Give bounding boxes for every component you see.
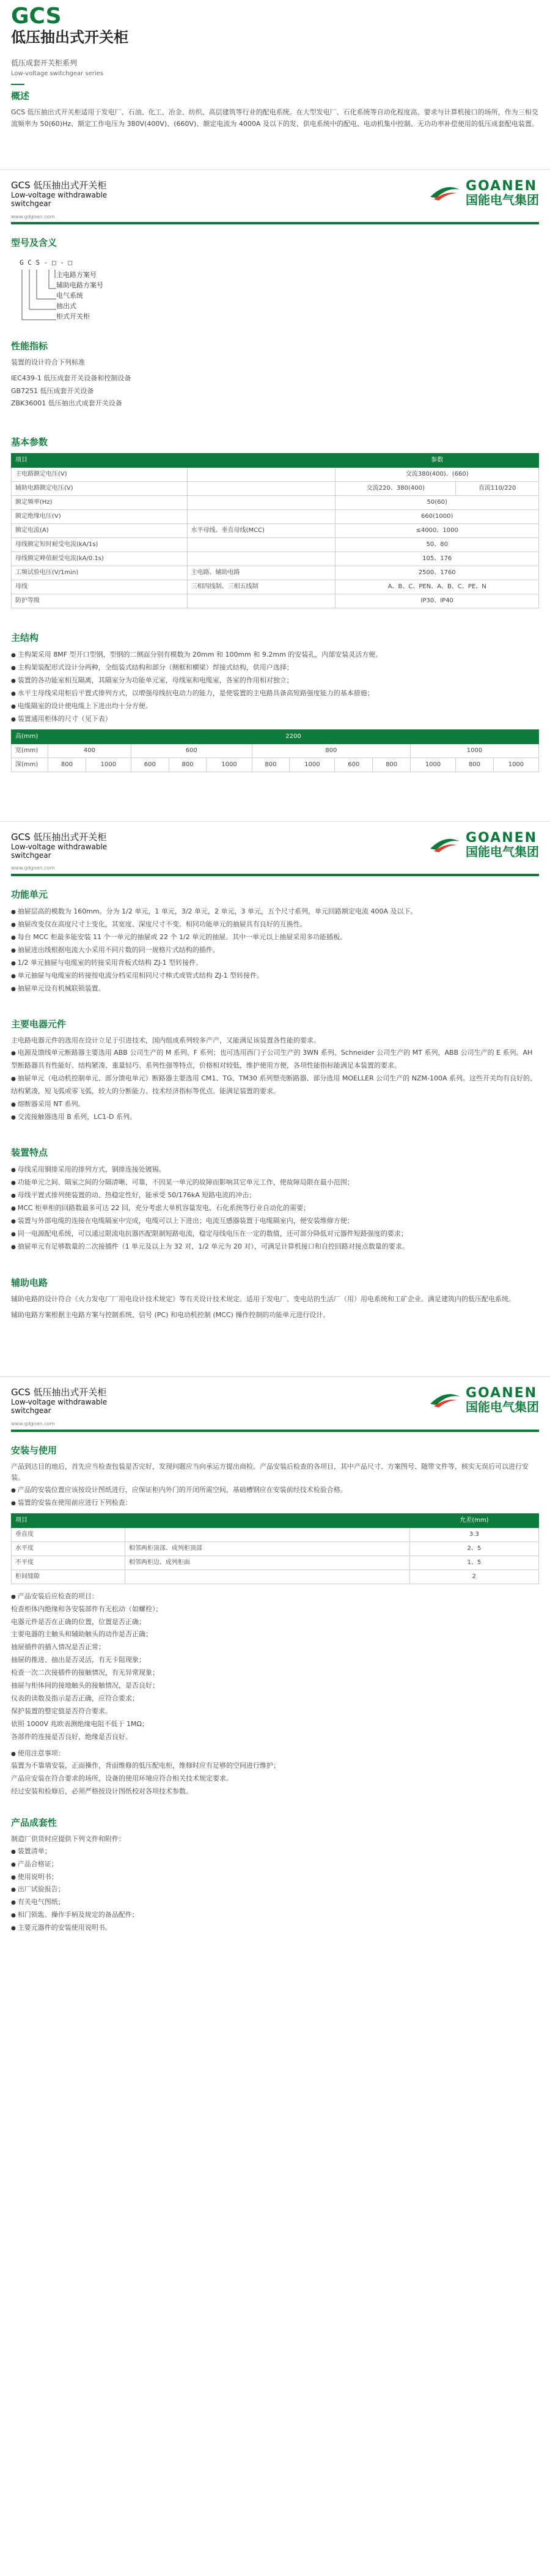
list-item: ● 电源及馈线单元断路器主要选用 ABB 公司生产的 M 系列、F 系列；也可选用西门子公司生产的 3WN 系列、Schneider 公司生产的 MT 系列，ABB 公司生产的 E 系列。AH 型断路器具有性能好、结构紧凑、重量轻巧、系列性强等特点，价格相对较低，维护使用方便，各项性能指标能满足本装置的要求。 [11, 1047, 539, 1072]
list-item: ● 抽屉层高的模数为 160mm。分为 1/2 单元，1 单元，3/2 单元，2 单元，3 单元，五个尺寸系列，单元回路额定电流 400A 及以下。 [11, 906, 539, 918]
model-item: 主电路方案号 [56, 270, 97, 279]
page-banner [0, 169, 550, 213]
table-row: 母线 三相四线制、三相五线制 A、B、C、PEN、A、B、C、PE、N [12, 580, 539, 594]
logo-en: GOANEN [466, 178, 538, 194]
list-item: ● 母线采用铜排采用的排列方式，铜排连接处镀锡。 [11, 1164, 539, 1176]
aux-text-2: 辅助电路方案根据主电路方案与控制系统、信号 (PC) 和电动机控制 (MCC) 操作控制的功能单元进行设计。 [11, 1311, 330, 1319]
table-row: 垂直度 3.3 [12, 1527, 539, 1541]
components-heading: 主要电器元件 [11, 1019, 67, 1030]
banner-title: GCS 低压抽出式开关柜 [11, 179, 107, 191]
params-heading: 基本参数 [11, 437, 48, 448]
completeness-heading: 产品成套性 [11, 1817, 57, 1829]
divider [11, 84, 24, 85]
table-row: 辅助电路额定电压(V) 交流220、380(400) 直流110/220 [12, 482, 539, 496]
list-item: ● 每台 MCC 柜最多能安装 11 个一单元的抽屉或 22 个 1/2 单元的抽屉。其中一单元以上抽屉采用多功能插板。 [11, 931, 539, 944]
header [0, 0, 550, 130]
list-item: ● 抽屉单元有足够数量的二次接插件（1 单元及以上为 32 对，1/2 单元为 20 对），可满足计算机接口和自控回路对接点数量的要求。 [11, 1241, 539, 1253]
overview-text: GCS 低压抽出式开关柜适用于发电厂、石油、化工、冶金、纺织、高层建筑等行业的配电系统。在大型发电厂、石化系统等自动化程度高、要求与计算机接口的场所，作为三相交流频率为 50(60)Hz、额定工作电压为 380V(400V)、(660V)、额定电流为 4000A 及以下的发、供电系统中的配电、电动机集中控制、无功功率补偿使用的低压成套配电装置。 [11, 108, 538, 128]
list-item: ● 水平主母线采用柜后平置式排列方式，以增强母线抗电动力的能力，是使装置的主电路具备高短路强度能力的基本措施； [11, 687, 539, 700]
features-heading: 装置特点 [11, 1147, 48, 1159]
series-cn: 低压成套开关柜系列 [11, 59, 78, 68]
company-logo: GOANEN 国能电气集团 [429, 832, 539, 858]
list-item: ● 主构架装配形式设计分两种，全组装式结构和部分（侧框和横梁）焊接式结构，供用户选择； [11, 662, 539, 674]
list-item: ● 1/2 单元抽屉与电缆室的转接采用背板式结构 ZJ-1 型转接件。 [11, 957, 539, 970]
performance-heading: 性能指标 [11, 340, 48, 352]
overview-heading: 概述 [11, 90, 30, 102]
green-bar [11, 874, 539, 876]
model-code: G C S - □ - □ [20, 259, 73, 267]
list-item: ● 单元抽屉与电缆室的转接按电流分档采用相同尺寸棒式或管式结构 ZJ-1 型转接件。 [11, 970, 539, 983]
table-row: 母线额定峰值耐受电流(kA/0.1s) 105、176 [12, 552, 539, 566]
page: GCS 低压抽出式开关柜 低压成套开关柜系列 Low-voltage switchgear series 概述 GCS 低压抽出式开关柜适用于发电厂、石油、化工、冶金、纺织、高层建筑等行业的配电系统。在大型发电厂、石化系统等自动化程度高、要求与计算机接口的场所，作为三相交流频率为 50(60)Hz、额定工作电压为 380V(400V)、(660V)、额定电流为 4000A 及以下的发、供电系统中的配电、电动机集中控制、无功功率补偿使用的低压成套配电装置。 GCS 低压抽出式开关柜 Low-voltage withdrawable switchgear GOANEN 国能电气集团 www.gdgnen.com 型号及含义 G C S - □ - □ 主电路方案号 辅助电路方案号 电气系统 抽出式 柜式开关柜 性能指标 装置的设计符合下列标准 IEC439-1 低压成套开关设备和控制设备 GB7251 低压成套开关设备 ZBK36001 低压抽出式成套开关设备 基本参数 项目 参数 主电路额定电压(V) 交流380(400)、(660) 辅助电路额定电压(V) 交流220、380(400) 直流110/220 额定频率(Hz) 50(60) 额定绝缘电压(V) 660(1000) 额定电流(A) 水平母线、垂直母线(MCC) ≤4000、1000 母线额定短时耐受电流(kA/1s) 50、80 母线额定峰值耐受电流(kA/0.1s) 105、176 工频试验电压(V/1min) 主电路、辅助电路 2500、1760 母线 三相四线制、三相五线制 A、B、C、PEN、A、B、C、PE、N 防护等级 IP30、IP40 主结构 ● 主构架采用 8MF 型开口型钢，型钢的二侧面分别有模数为 20mm 和 100mm 和 9.2mm 的安装孔，内部安装灵活方便。 ● 主构架装配形式设计分两种，全组装式结构和部分（侧框和横梁）焊接式结构，供用户选择； ● 装置的各功能室相互隔离，其隔室分为功能单元室，母线室和电缆室，各室的作用相对独立； ● 水平主母线采用柜后平置式排列方式，以增强母线抗电动力的能力，是使装置的主电路具备高短路强度能力的基本措施； ● 电缆隔室的设计使电缆上下进出均十分方便。 ● 装置通用柜体的尺寸（见下表） 高(mm) 2200 宽(mm) 400 600 800 1000 深(mm) 800 1000 600 800 1000 800 1000 600 800 1000 800 1000 GCS 低压抽出式开关柜 Low-voltage withdrawable switchgear GOANEN 国能电气集团 www.gdgnen.com 功能单元 ● 抽屉层高的模数为 160mm。分为 1/2 单元，1 单元，3/2 单元，2 单元，3 单元，五个尺寸系列，单元回路额定电流 400A 及以下。 ● 抽屉改变仅在高度尺寸上变化，其宽度、深度尺寸不变。相同功能单元的抽屉具有良好的互换性。 ● 每台 MCC 柜最多能安装 11 个一单元的抽屉或 22 个 1/2 单元的抽屉。其中一单元以上抽屉采用多功能插板。 ● 抽屉进出线根据电流大小采用不同片数的同一规格片式结构的插件。 ● 1/2 单元抽屉与电缆室的转接采用背板式结构 ZJ-1 型转接件。 ● 单元抽屉与电缆室的转接按电流分档采用相同尺寸棒式或管式结构 ZJ-1 型转接件。 ● 抽屉单元设有机械联锁装置。 主要电器元件 主电路电器元件的选用在设计立足于引进技术，国内组成系列较多产产，又能满足该装置各性能的要求。 ● 电源及馈线单元断路器主要选用 ABB 公司生产的 M 系列、F 系列；也可选用西门子公司生产的 3WN 系列、Schneider 公司生产的 MT 系列，ABB 公司生产的 E 系列。AH 型断路器具有性能好、结构紧凑、重量轻巧、系列性强等特点，价格相对较低，维护使用方便，各项性能指标能满足本装置的要求。 ● 抽屉单元（电动机控制单元、部分馈电单元）断路器主要选用 CM1、TG、TM30 系列塑壳断路器、部分选用 MOELLER 公司生产的 NZM-100A 系列。这些开关均有良好的、结构紧凑，短飞弧或零飞弧，较大的分断能力、技术经济指标等优点。能满足装置的要求。 ● 熔断器采用 NT 系列。 ● 交流接触器选用 B 系列，LC1-D 系列。 装置特点 ● 母线采用铜排采用的排列方式，铜排连接处镀锡。 ● 功能单元之间、隔室之间的分隔清晰、可靠，不因某一单元的故障而影响其它单元工作，使故障局限在最小范围； ● 母线平置式排列使装置的动、热稳定性好，能承受 50/176kA 短路电流的冲击； ● MCC 柜单柜的回路数最多可达 22 回，充分考虑大单机容量发电、石化系统等行业自动化的需要； ● 装置与外部电缆的连接在电缆隔室中完成，电缆可以上下进出；电流互感器装置于电缆隔室内，便安装维修方便； ● 同一电源配电系统，可以通过限流电抗器匹配限制短路电流，稳定母线电压在一定的数值，还可部分降低对元器件短路强度的要求； ● 抽屉单元有足够数量的二次接插件（1 单元及以上为 32 对，1/2 单元为 20 对），可满足计算机接口和自控回路对接点数量的要求。 辅助电路 辅助电路的设计符合《火力发电厂厂用电设计技术规定》等有关设计技术规定。适用于发电厂、变电站的生活厂（用）用电系统和工矿企业。满足建筑内的低压配电系统。 辅助电路方案根据主电路方案与控制系统、信号 (PC) 和电动机控制 (MCC) 操作控制的功能单元进行设计。 GCS 低压抽出式开关柜 Low-voltage withdrawable switchgear GOANEN 国能电气集团 www.gdgnen.com 安装与使用 产品到达目的地后，首先应当检查包装是否完好，发现问题应当向承运方提出商检。产品安装后检查的各项目，其中产品尺寸、方案图号、随带文件等，核实无误后可以进行安装。 ● 产品的安装位置应该按设计图纸进行，应保证柜内外门的开闭所需空间，基础槽钢应在安装前经技术检验合格。 ● 装置的安装在使用前应进行下列检查： 项目 允差(mm) 垂直度 3.3 水平度 相邻两柜顶部、成列柜顶部 2、5 不平度 相邻两柜边、成列柜面 1、5 柜间缝隙 2 ● 产品安装后应检查的项目： 检查柜体内绝缘和各安装部件有无松动（如螺栓）； 电器元件是否在正确的位置，位置是否正确； 主要电器的主触头和辅助触头的动作是否正确； 抽屉插件的插入情况是否正常； 抽屉的推进、抽出是否灵活，有无卡阻现象； 检查一次二次接插件的接触情况，有无异常现象； 抽屉与柜体间的接地触头的接触情况，是否良好； 仪表的读数及指示是否正确，应符合要求； 保护装置的整定值是否符合要求。 依照 1000V 兆欧表测绝缘电阻不低于 1MΩ； 各部件的连接是否良好，绝缘是否良好。 ● 使用注意事项： 装置为不靠墙安装，正面操作，背面维修的低压配电柜，维修时应有足够的空间进行维护； 产品应安装在符合要求的场所，设备的使用环境应符合相关技术规定要求。 经过安装和检修后，必须严格按设计图纸校对各项技术参数。 产品成套性 制造厂供货时应提供下列文件和附件： ● 装置清单； ● 产品合格证； ● 使用说明书； ● 出厂试验报告； ● 有关电气图纸； ● 相门锁匙、操作手柄及规定的备品配件； ● 主要元器件的安装使用说明书。 [0, 0, 550, 1953]
model-item: 柜式开关柜 [56, 312, 90, 320]
logo-swoosh-icon [429, 185, 461, 202]
list-item: ● 产品的安装位置应该按设计图纸进行，应保证柜内外门的开闭所需空间，基础槽钢应在安装前经技术检验合格。 [11, 1484, 539, 1497]
func-heading: 功能单元 [11, 889, 48, 901]
list-item: ● MCC 柜单柜的回路数最多可达 22 回，充分考虑大单机容量发电、石化系统等行业自动化的需要； [11, 1202, 539, 1215]
model-item: 抽出式 [56, 301, 76, 310]
list-item: ● 抽屉进出线根据电流大小采用不同片数的同一规格片式结构的插件。 [11, 944, 539, 957]
completeness-intro: 制造厂供货时应提供下列文件和附件： [11, 1835, 125, 1843]
product-name: 低压抽出式开关柜 [11, 29, 128, 46]
page-banner: GCS 低压抽出式开关柜 Low-voltage withdrawable switchgear GOANEN 国能电气集团 [0, 821, 550, 865]
col-param: 参数 [336, 454, 539, 468]
company-logo [429, 180, 539, 207]
company-logo: GOANEN 国能电气集团 [429, 1387, 539, 1414]
table-row: 工频试验电压(V/1min) 主电路、辅助电路 2500、1760 [12, 566, 539, 580]
list-item: ● 装置与外部电缆的连接在电缆隔室中完成，电缆可以上下进出；电流互感器装置于电缆隔室内，便安装维修方便； [11, 1215, 539, 1228]
logo-swoosh-icon [429, 836, 461, 854]
performance-intro: 装置的设计符合下列标准 [11, 358, 85, 366]
list-item: ● 抽屉改变仅在高度尺寸上变化，其宽度、深度尺寸不变。相同功能单元的抽屉具有良好的互换性。 [11, 918, 539, 931]
install-heading: 安装与使用 [11, 1444, 57, 1456]
green-bar [11, 1430, 539, 1432]
list-item: ● 功能单元之间、隔室之间的分隔清晰、可靠，不因某一单元的故障而影响其它单元工作，使故障局限在最小范围； [11, 1176, 539, 1189]
model-item: 电气系统 [56, 291, 83, 300]
table-row: 主电路额定电压(V) 交流380(400)、(660) [12, 468, 539, 482]
table-row: 母线额定短时耐受电流(kA/1s) 50、80 [12, 538, 539, 552]
params-table [11, 453, 539, 608]
table-row: 额定频率(Hz) 50(60) [12, 496, 539, 510]
table-row: 额定电流(A) 水平母线、垂直母线(MCC) ≤4000、1000 [12, 524, 539, 538]
list-item: ● 使用注意事项： [11, 1747, 539, 1760]
list-item: ● 装置的各功能室相互隔离，其隔室分为功能单元室，母线室和电缆室，各室的作用相对独立； [11, 674, 539, 687]
structure-heading: 主结构 [11, 632, 39, 644]
components-intro: 主电路电器元件的选用在设计立足于引进技术，国内组成系列较多产产，又能满足该装置各性能的要求。 [11, 1036, 320, 1045]
model-lines-icon [20, 270, 56, 325]
col-item: 项目 [12, 454, 336, 468]
list-item: ● 母线平置式排列使装置的动、热稳定性好，能承受 50/176kA 短路电流的冲击； [11, 1189, 539, 1202]
green-bar [11, 222, 539, 224]
page-banner: GCS 低压抽出式开关柜 Low-voltage withdrawable switchgear GOANEN 国能电气集团 [0, 1376, 550, 1420]
table-row: 不平度 相邻两柜边、成列柜面 1、5 [12, 1556, 539, 1570]
series-en: Low-voltage switchgear series [11, 70, 104, 78]
list-item: ● 产品安装后应检查的项目： [11, 1590, 539, 1603]
list-item: ● 同一电源配电系统，可以通过限流电抗器匹配限制短路电流，稳定母线电压在一定的数值，还可部分降低对元器件短路强度的要求； [11, 1228, 539, 1241]
model-heading: 型号及含义 [11, 237, 57, 249]
table-row: 水平度 相邻两柜顶部、成列柜顶部 2、5 [12, 1541, 539, 1556]
tolerance-table: 项目 允差(mm) 垂直度 3.3 水平度 相邻两柜顶部、成列柜顶部 2、5 不平度 相邻两柜边、成列柜面 1、5 柜间缝隙 2 [11, 1513, 539, 1584]
list-item: ● 熔断器采用 NT 系列。 [11, 1098, 539, 1111]
product-code: GCS [11, 4, 62, 29]
list-item: ● 交流接触器选用 B 系列，LC1-D 系列。 [11, 1111, 539, 1124]
list-item: ● 抽屉单元（电动机控制单元、部分馈电单元）断路器主要选用 CM1、TG、TM30 系列塑壳断路器、部分选用 MOELLER 公司生产的 NZM-100A 系列。这些开关均有良好的、结构紧凑，短飞弧或零飞弧，较大的分断能力、技术经济指标等优点。能满足装置的要求。 [11, 1072, 539, 1098]
model-diagram [11, 254, 539, 325]
table-row: 额定绝缘电压(V) 660(1000) [12, 510, 539, 524]
standard-item: GB7251 低压成套开关设备 [11, 386, 94, 395]
table-row: 防护等级 IP30、IP40 [12, 594, 539, 608]
banner-en-2: switchgear [11, 199, 51, 209]
install-intro: 产品到达目的地后，首先应当检查包装是否完好，发现问题应当向承运方提出商检。产品安装后检查的各项目，其中产品尺寸、方案图号、随带文件等，核实无误后可以进行安装。 [11, 1462, 529, 1482]
standard-item: IEC439-1 低压成套开关设备和控制设备 [11, 374, 131, 382]
banner-en-1: Low-voltage withdrawable [11, 190, 108, 199]
logo-cn: 国能电气集团 [466, 192, 539, 207]
list-item: ● 电缆隔室的设计使电缆上下进出均十分方便。 [11, 700, 539, 713]
logo-swoosh-icon [429, 1392, 461, 1409]
list-item: ● 抽屉单元设有机械联锁装置。 [11, 983, 539, 995]
list-item: ● 装置的安装在使用前应进行下列检查： [11, 1497, 539, 1510]
table-row: 柜间缝隙 2 [12, 1570, 539, 1584]
list-item: ● 主构架采用 8MF 型开口型钢，型钢的二侧面分别有模数为 20mm 和 100mm 和 9.2mm 的安装孔，内部安装灵活方便。 [11, 649, 539, 662]
standard-item: ZBK36001 低压抽出式成套开关设备 [11, 399, 122, 408]
aux-text-1: 辅助电路的设计符合《火力发电厂厂用电设计技术规定》等有关设计技术规定。适用于发电厂、变电站的生活厂（用）用电系统和工矿企业。满足建筑内的低压配电系统。 [11, 1294, 515, 1303]
list-item: ● 装置通用柜体的尺寸（见下表） [11, 713, 539, 726]
dimensions-table: 高(mm) 2200 宽(mm) 400 600 800 1000 深(mm) 800 1000 600 800 1000 800 1000 600 800 1000 800 1000 [11, 729, 539, 772]
website: www.gdgnen.com [11, 213, 55, 220]
aux-heading: 辅助电路 [11, 1277, 48, 1288]
model-item: 辅助电路方案号 [56, 281, 103, 289]
